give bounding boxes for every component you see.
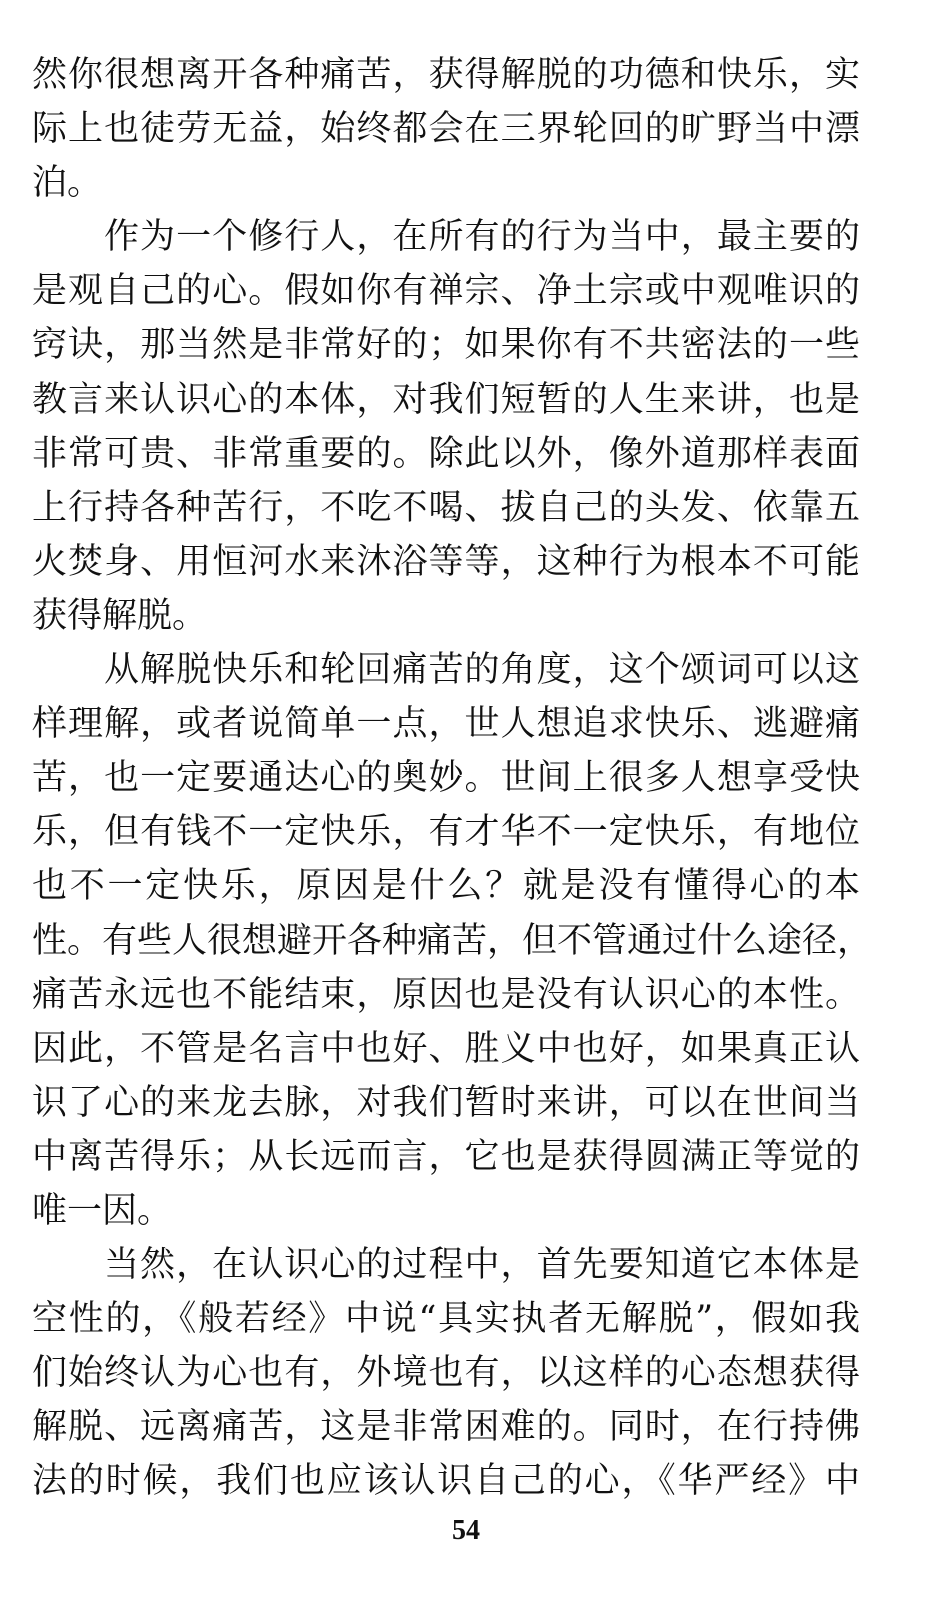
text-line: 痛苦永远也不能结束，原因也是没有认识心的本性。 — [32, 974, 860, 1015]
text-line: 法的时候，我们也应该认识自己的心，《华严经》中 — [32, 1461, 860, 1502]
text-line: 们始终认为心也有，外境也有，以这样的心态想获得 — [32, 1353, 860, 1394]
page-body — [32, 48, 873, 1509]
text-line: 非常可贵、非常重要的。除此以外，像外道那样表面 — [32, 433, 860, 474]
text-line: 泊。 — [32, 163, 103, 204]
text-line: 识了心的来龙去脉，对我们暂时来讲，可以在世间当 — [32, 1082, 860, 1123]
text-line: 唯一因。 — [32, 1190, 173, 1231]
text-line: 也不一定快乐，原因是什么？就是没有懂得心的本 — [32, 866, 860, 907]
text-line: 性。有些人很想避开各种痛苦，但不管通过什么途径， — [32, 920, 873, 961]
text-line: 际上也徒劳无益，始终都会在三界轮回的旷野当中漂 — [32, 109, 860, 150]
text-line: 从解脱快乐和轮回痛苦的角度，这个颂词可以这 — [104, 650, 860, 691]
text-line: 中离苦得乐；从长远而言，它也是获得圆满正等觉的 — [32, 1136, 860, 1177]
text-line: 苦，也一定要通达心的奥妙。世间上很多人想享受快 — [32, 758, 860, 799]
text-line: 窍诀，那当然是非常好的；如果你有不共密法的一些 — [32, 325, 860, 366]
text-line: 解脱、远离痛苦，这是非常困难的。同时，在行持佛 — [32, 1407, 860, 1448]
text-line: 然你很想离开各种痛苦，获得解脱的功德和快乐，实 — [32, 55, 860, 95]
text-line: 样理解，或者说简单一点，世人想追求快乐、逃避痛 — [32, 704, 860, 745]
text-line: 当然，在认识心的过程中，首先要知道它本体是 — [104, 1245, 860, 1286]
text-line: 是观自己的心。假如你有禅宗、净土宗或中观唯识的 — [32, 271, 860, 312]
text-line: 空性的，《般若经》中说“具实执者无解脱”，假如我 — [32, 1299, 860, 1340]
text-line: 上行持各种苦行，不吃不喝、拔自己的头发、依靠五 — [32, 487, 860, 528]
page-number: 54 — [452, 1515, 480, 1546]
text-line: 教言来认识心的本体，对我们短暂的人生来讲，也是 — [32, 379, 860, 420]
text-line: 火焚身、用恒河水来沐浴等等，这种行为根本不可能 — [32, 541, 860, 582]
text-line: 获得解脱。 — [32, 595, 208, 636]
text-line: 作为一个修行人，在所有的行为当中，最主要的 — [104, 217, 860, 258]
text-line: 乐，但有钱不一定快乐，有才华不一定快乐，有地位 — [32, 812, 860, 853]
text-line: 因此，不管是名言中也好、胜义中也好，如果真正认 — [32, 1028, 860, 1069]
